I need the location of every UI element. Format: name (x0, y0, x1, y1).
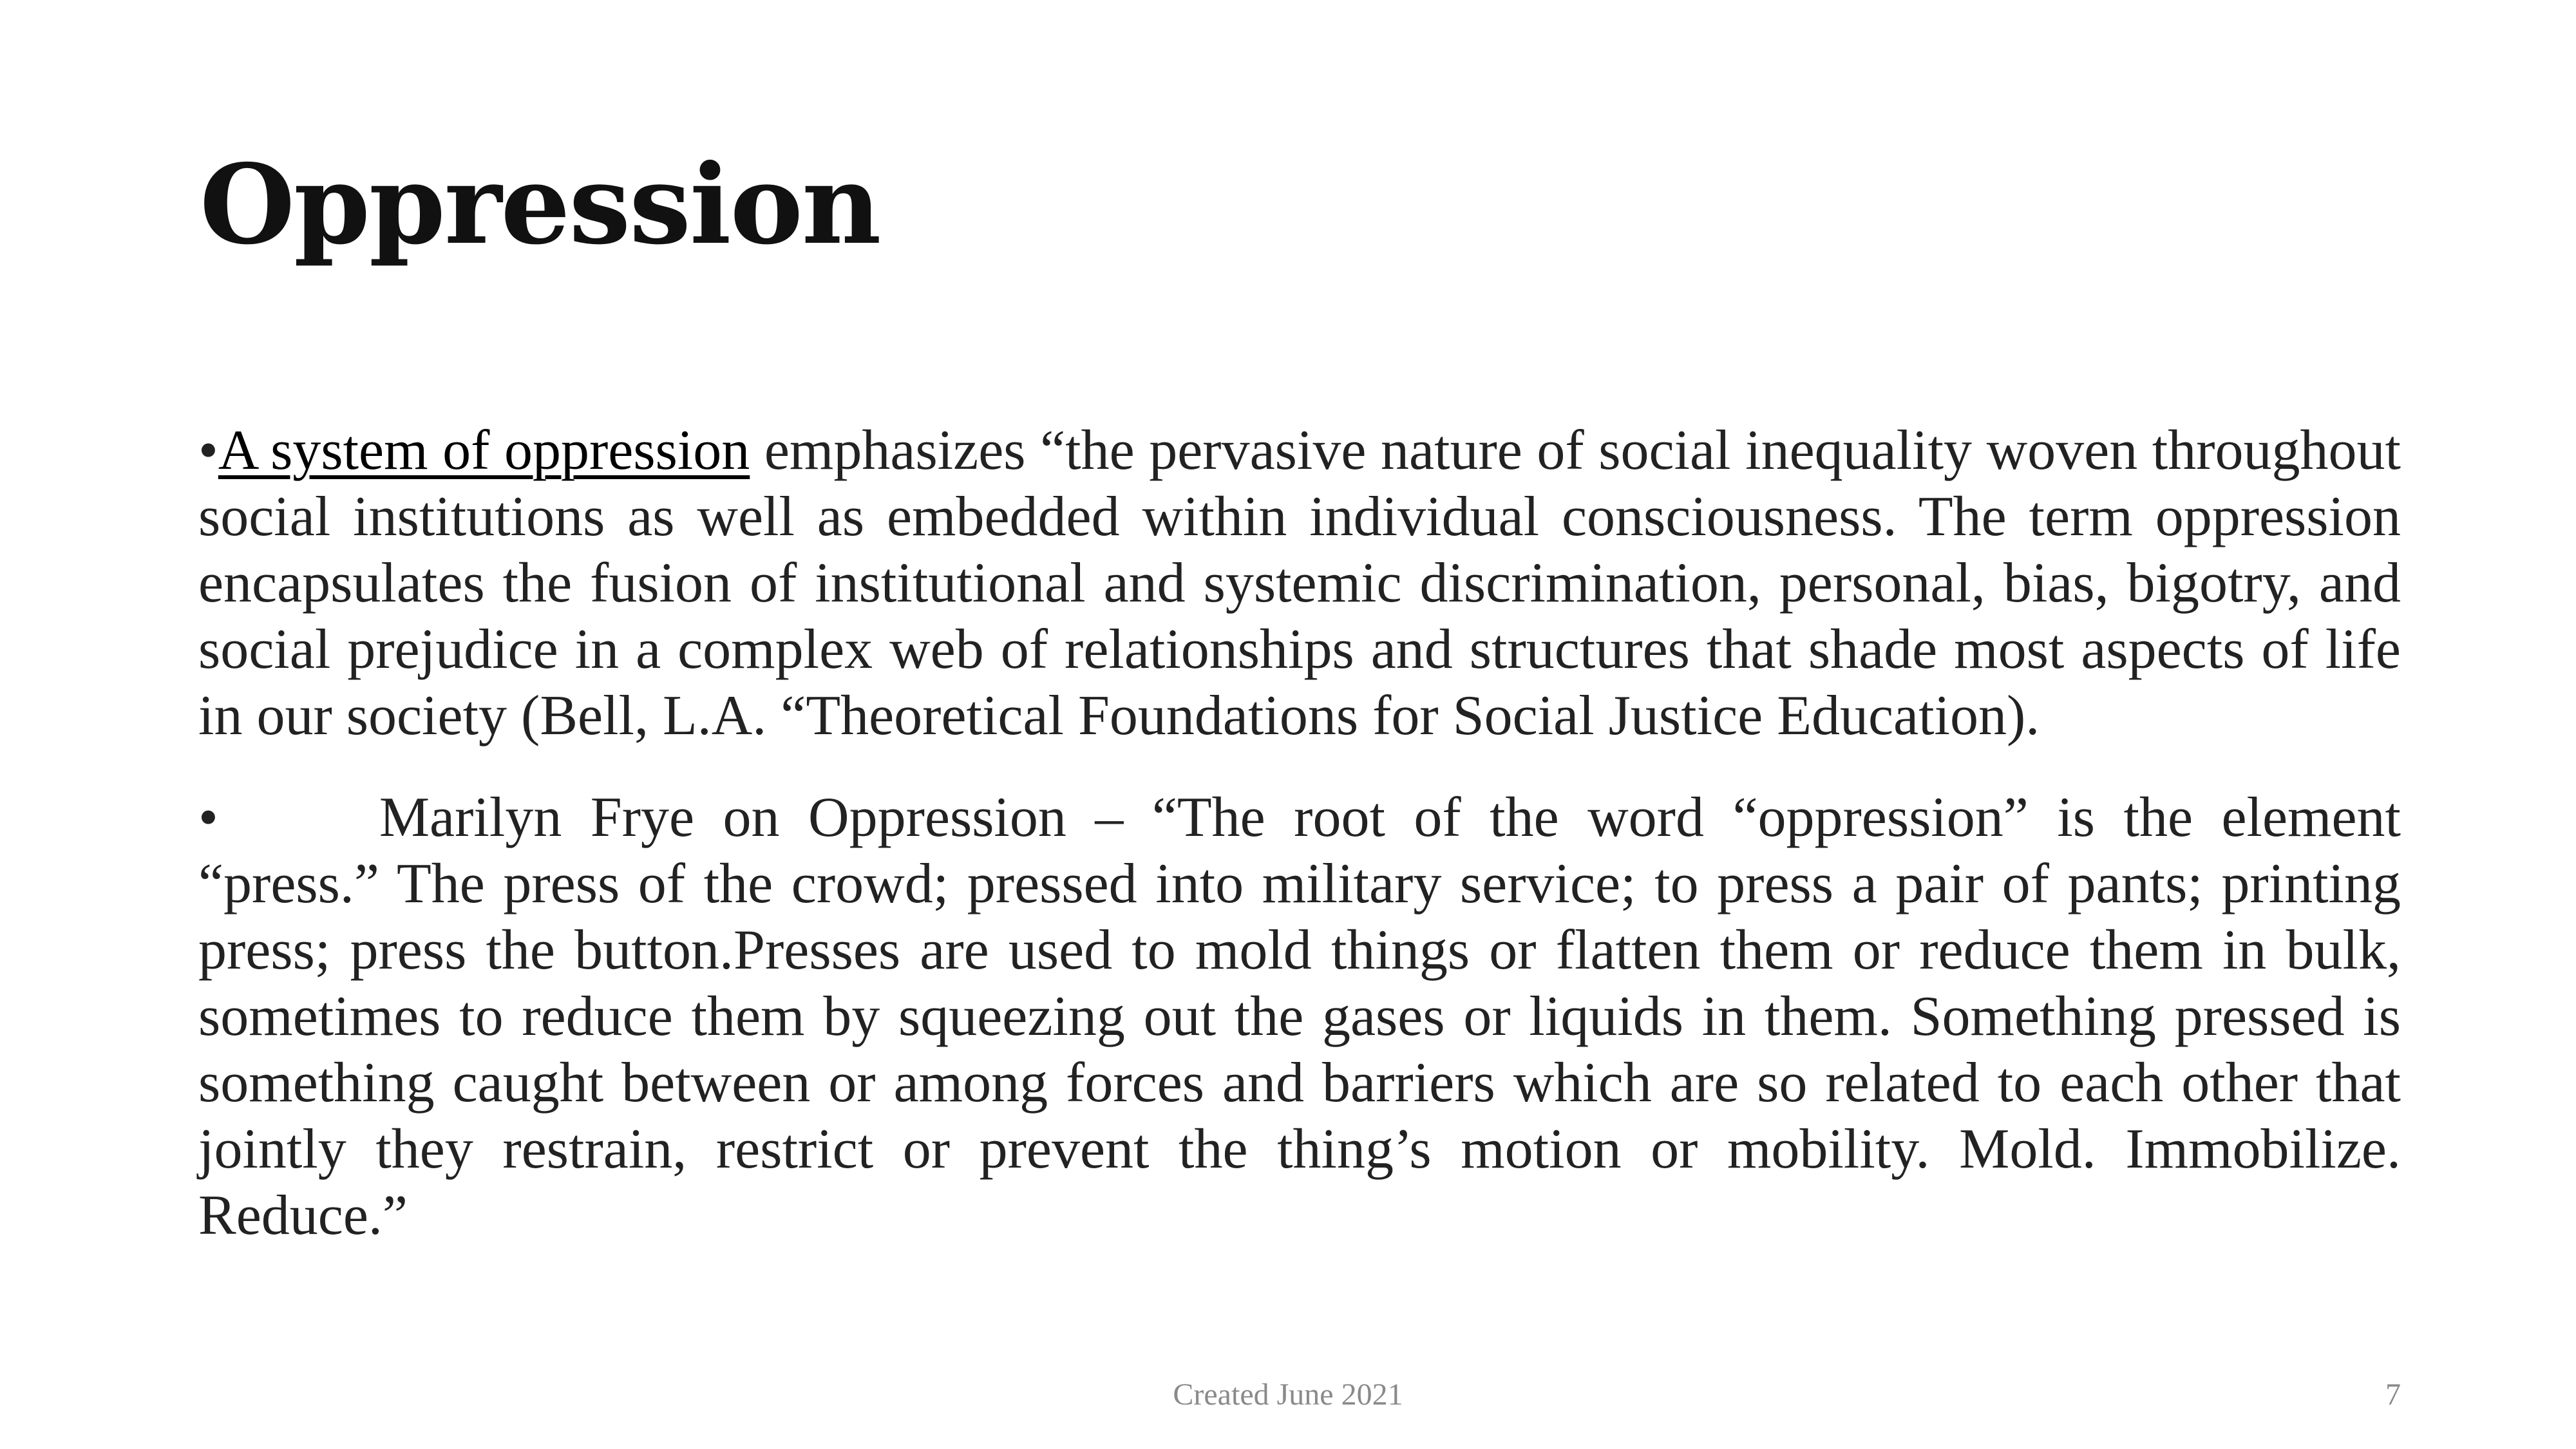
page-number: 7 (2385, 1378, 2401, 1412)
paragraph-text: Marilyn Frye on Oppression – “The root of the word “oppression” is the element “press.” The press of the crowd; pressed into military service; to press a pair of pants; printing press; press the button.Presses are used to mold things or flatten them or reduce them in bulk, sometimes to reduce them by squeezing out the gases or liquids in them. Something pressed is something caught between or among forces and barriers which are so related to each other that jointly they restrain, restrict or prevent the thing’s motion or mobility. Mold. Immobilize. Reduce.” (198, 786, 2401, 1247)
term-system-of-oppression: A system of oppression (218, 419, 750, 482)
bullet-marker: • (198, 419, 218, 482)
slide-body (198, 417, 2401, 1284)
paragraph-text: emphasizes “the pervasive nature of social inequality woven throughout social institutions as well as embedded within individual consciousness. The term oppression encapsulates the fusion of institutional and systemic discrimination, personal, bias, bigotry, and social prejudice in a complex web of relationships and structures that shade most aspects of life in our society (Bell, L.A. “Theoretical Foundations for Social Justice Education). (198, 419, 2401, 747)
slide-title: Oppression (200, 140, 880, 269)
paragraph-marilyn-frye (198, 784, 2401, 1249)
footer-date: Created June 2021 (1173, 1378, 1403, 1412)
bullet-marker: • (198, 786, 218, 849)
paragraph-system-of-oppression (198, 417, 2401, 749)
